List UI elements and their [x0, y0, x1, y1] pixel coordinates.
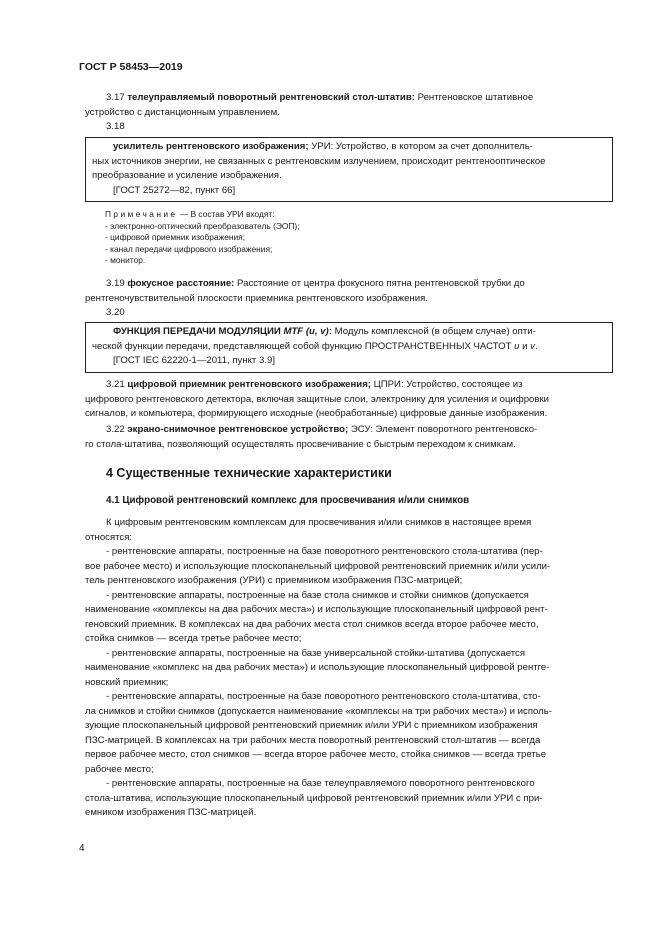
clause-3-17 [85, 91, 613, 120]
colon: : [328, 326, 332, 337]
definition-line: преобразование и усиление изображения. [92, 170, 282, 181]
definition-line: сигналов, и компьютера, формирующего исходные (необработанные) цифровые данные изображения. [85, 408, 548, 419]
definition-line: ных источников энергии, не связанных с рентгеновским излучением, происходит рентгенооптическое [92, 155, 546, 167]
page-number: 4 [79, 843, 85, 854]
term: фокусное расстояние: [127, 278, 235, 289]
list-item-line: - рентгеновские аппараты, построенные на базе стола снимков и стойки снимков (допускается [106, 589, 529, 601]
note-item: - цифровой приемник изображения; [105, 232, 246, 243]
list-item-line: ПЗС-матрицей. В комплексах на три рабочих места поворотный рентгеновский стол-штатив — всегда [85, 734, 541, 746]
clause-3-21 [85, 378, 613, 422]
list-item-line: зующие плоскопанельный цифровой рентгеновский приемник и/или УРИ с приемником изображения [85, 720, 538, 731]
period: . [534, 340, 538, 352]
list-item-line: рабочее место; [85, 763, 154, 775]
clause-number: 3.19 [106, 278, 125, 289]
section-4-1-body [85, 516, 613, 821]
reference: [ГОСТ IEC 62220-1—2011, пункт 3.9] [113, 355, 275, 366]
paragraph-line: К цифровым рентгеновским комплексам для просвечивания и/или снимков в настоящее время [106, 517, 532, 528]
definition: Модуль комплексной (в общем случае) опти- [331, 326, 536, 337]
clause-number: 3.21 [106, 379, 125, 390]
standard-header: ГОСТ Р 58453—2019 [79, 61, 183, 73]
clause-3-20-box [85, 322, 613, 373]
term: усилитель рентгеновского изображения; [113, 141, 309, 152]
list-item-line: наименование «комплексы на два рабочих места») и использующие плоскопанельный цифровой рент- [85, 604, 548, 615]
clause-3-19 [85, 277, 613, 306]
list-item-line: емником изображения ПЗС-матрицей. [85, 807, 257, 818]
definition-line: го стола-штатива, позволяющий осуществлять просвечивание с быстрым переходом к снимкам. [85, 438, 516, 450]
term: ФУНКЦИЯ ПЕРЕДАЧИ МОДУЛЯЦИИ [113, 326, 281, 337]
paragraph-line: относятся: [85, 531, 133, 543]
note-item: - монитор. [105, 255, 146, 266]
clause-number-3-18: 3.18 [106, 121, 125, 132]
term: цифровой приемник рентгеновского изображения; [127, 379, 371, 390]
variable-u: u [514, 340, 520, 352]
definition-line: ческой функции передачи, представляющей собой функцию ПРОСТРАНСТВЕННЫХ ЧАСТОТ [92, 340, 515, 352]
definition: ЭСУ: Элемент поворотного рентгеновско- [348, 424, 538, 435]
term: телеуправляемый поворотный рентгеновский стол-штатив: [127, 92, 415, 103]
term-abbreviation: MTF (u, v) [283, 326, 329, 337]
list-item-line: - рентгеновские аппараты, построенные на базе универсальной стойки-штатива (допускается [106, 647, 526, 659]
list-item-line: стола-штатива, использующие плоскопанельный цифровой рентгеновский приемник и/или УРИ с при- [85, 792, 543, 804]
list-item-line: первое рабочее место, стол снимков — всегда второе рабочее место, стойка снимков — всегда третье [85, 749, 547, 760]
list-item-line: тель рентгеновского изображения (УРИ) с приемником изображения ПЗС-матрицей; [85, 575, 463, 586]
list-item-line: вое рабочее место) и использующие плоскопанельный цифровой рентгеновский приемник и/или усили- [85, 560, 551, 572]
section-4-1-heading: 4.1 Цифровой рентгеновский комплекс для просвечивания и/или снимков [106, 495, 470, 506]
note-item: - электронно-оптический преобразователь (ЭОП); [105, 220, 300, 231]
list-item-line: - рентгеновские аппараты, построенные на базе поворотного рентгеновского стола-штатива, сто- [106, 691, 541, 702]
definition-line: цифрового рентгеновского детектора, включая защитные слои, электронику для усиления и оцифровки [85, 393, 550, 405]
list-item-line: новский приемник; [85, 676, 169, 688]
note-block [105, 209, 605, 267]
definition-line: устройство с дистанционным управлением. [85, 106, 280, 118]
clause-3-22 [85, 423, 613, 452]
list-item-line: - рентгеновские аппараты, построенные на базе поворотного рентгеновского стола-штатива (пер- [106, 546, 543, 557]
clause-3-18-box [85, 137, 613, 202]
list-item-line: ла снимков и стойки снимков (допускается наименование «комплексы на три рабочих места») и исполь- [85, 705, 552, 717]
list-item-line: наименование «комплекс на два рабочих места») и использующие плоскопанельный цифровой рентге- [85, 662, 550, 673]
reference: [ГОСТ 25272—82, пункт 66] [113, 184, 236, 196]
note-intro: — В состав УРИ входят: [177, 209, 275, 219]
variable-v: v [530, 340, 535, 352]
definition: Расстояние от центра фокусного пятна рентгеновской трубки до [234, 278, 525, 289]
clause-number: 3.22 [106, 424, 125, 435]
definition: УРИ: Устройство, в котором за счет дополнитель- [308, 141, 533, 152]
list-item-line: геновский приемник. В комплексах на два рабочих места стол снимков всегда второе рабочее место, [85, 618, 539, 630]
definition: Рентгеновское штативное [414, 92, 534, 103]
conjunction: и [519, 340, 531, 352]
definition: ЦПРИ: Устройство, состоящее из [371, 379, 523, 390]
term: экрано-снимочное рентгеновское устройство; [127, 424, 349, 435]
definition-line: рентгеночувствительной плоскости приемника рентгеновского изображения. [85, 292, 428, 304]
clause-number: 3.17 [106, 92, 125, 103]
note-label: Примечание [105, 209, 178, 219]
section-4-heading: 4 Существенные технические характеристики [106, 466, 392, 480]
note-item: - канал передачи цифрового изображения; [105, 243, 273, 254]
clause-number-3-20: 3.20 [106, 307, 125, 318]
list-item-line: - рентгеновские аппараты, построенные на базе телеуправляемого поворотного рентгеновского [106, 778, 535, 789]
list-item-line: стойка снимков — всегда третье рабочее место; [85, 633, 302, 644]
